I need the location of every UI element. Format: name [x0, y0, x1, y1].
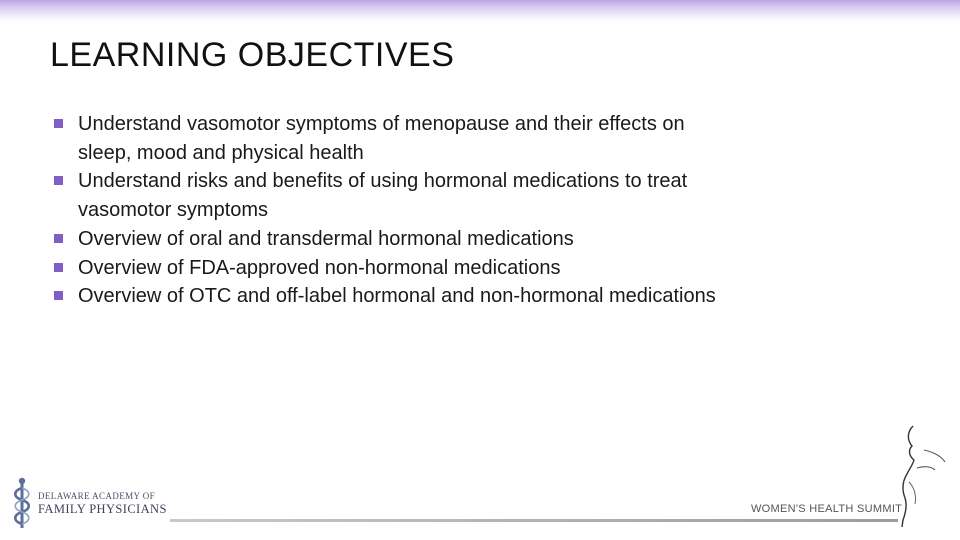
org-name-line2: FAMILY PHYSICIANS: [38, 502, 167, 516]
list-item: [52, 110, 742, 167]
square-bullet-icon: [54, 119, 63, 128]
caduceus-icon: [10, 476, 34, 530]
list-item-text: Overview of OTC and off-label hormonal and non-hormonal medications: [78, 285, 716, 308]
square-bullet-icon: [54, 263, 63, 272]
square-bullet-icon: [54, 176, 63, 185]
list-item-text: Understand risks and benefits of using hormonal medications to treat vasomotor symptoms: [78, 170, 688, 222]
list-item: [52, 254, 742, 283]
woman-silhouette-icon: [893, 424, 953, 528]
list-item-text: Understand vasomotor symptoms of menopause and their effects on sleep, mood and physical health: [78, 113, 685, 164]
square-bullet-icon: [54, 234, 63, 243]
dafp-logo: [10, 476, 165, 530]
top-gradient-band: [0, 0, 960, 22]
list-item-text: Overview of oral and transdermal hormonal medications: [78, 227, 574, 250]
list-item: [52, 225, 742, 254]
slide-title: LEARNING OBJECTIVES: [50, 36, 455, 74]
org-name-line1: DELAWARE ACADEMY OF: [38, 491, 156, 501]
list-item-text: Overview of FDA-approved non-hormonal medications: [78, 256, 561, 279]
objectives-list: [52, 110, 742, 311]
list-item: [52, 167, 742, 224]
list-item: [52, 282, 742, 311]
event-label: WOMEN'S HEALTH SUMMIT: [751, 503, 903, 515]
footer-divider: [170, 519, 898, 522]
square-bullet-icon: [54, 291, 63, 300]
